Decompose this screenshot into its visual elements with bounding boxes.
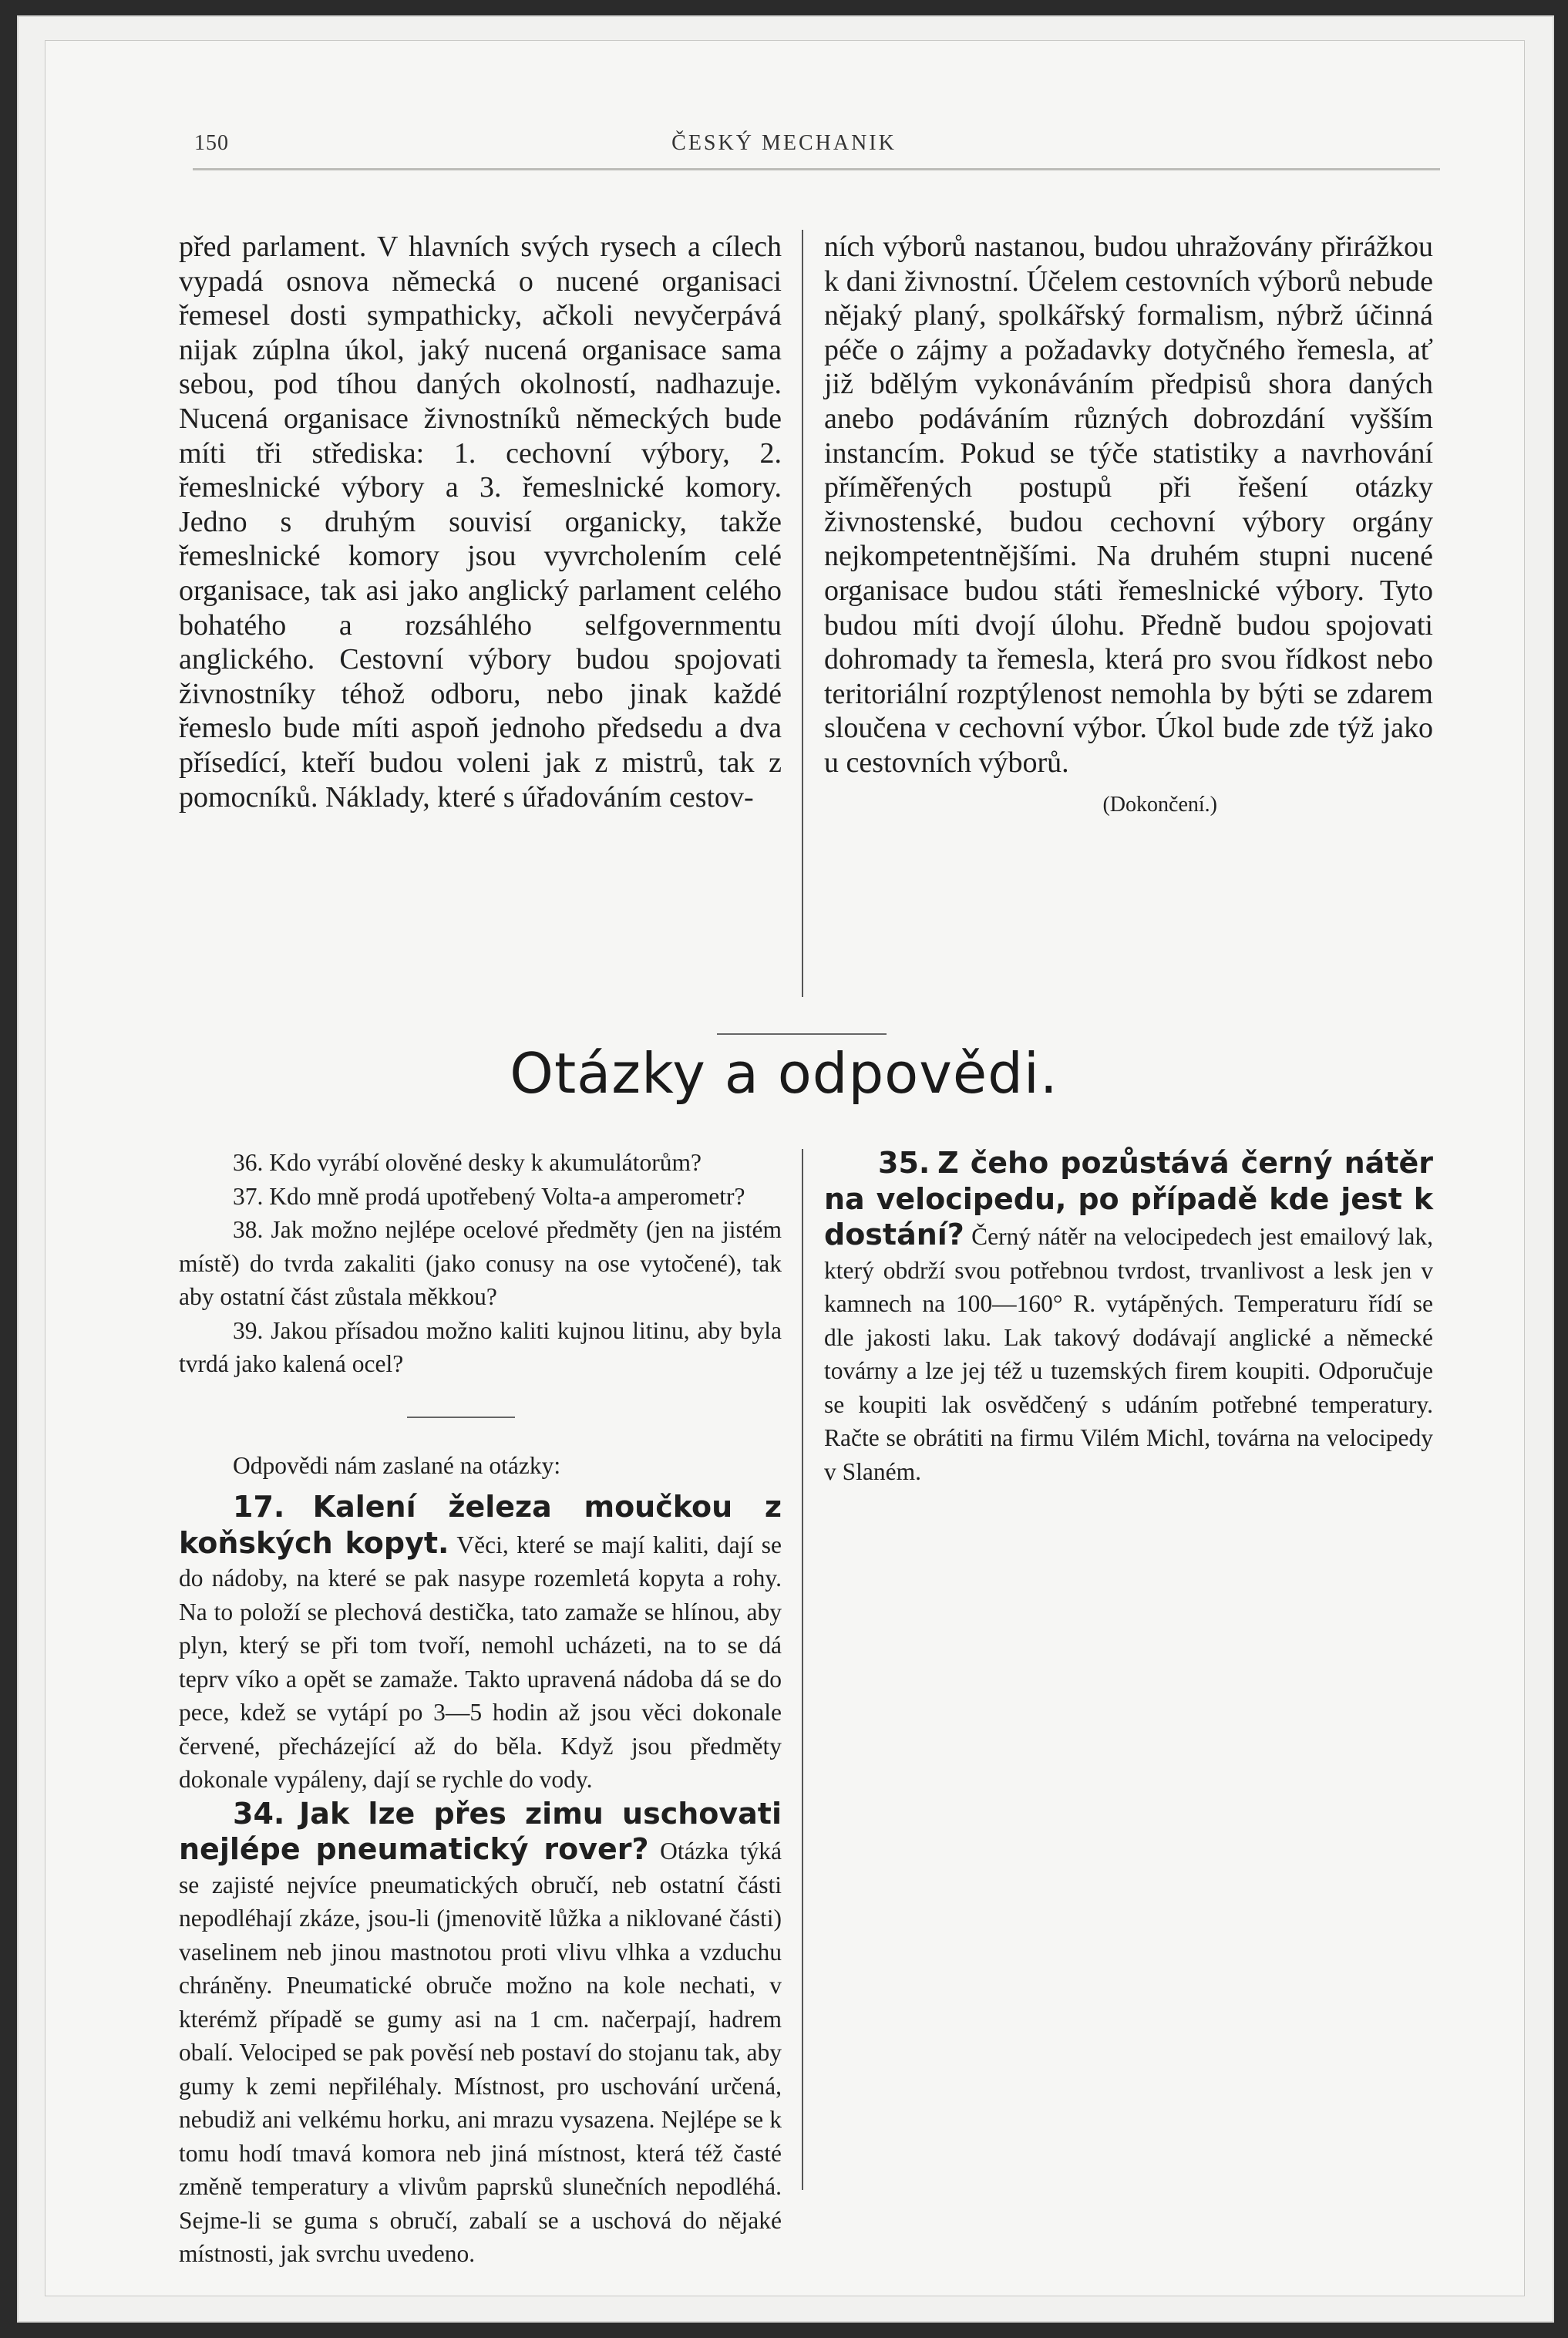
question-39: 39. Jakou přísadou možno kaliti kujnou litinu, aby byla tvrdá jako kalená ocel? — [179, 1316, 782, 1377]
column-divider-top — [802, 230, 803, 997]
article-right-column — [824, 230, 1433, 822]
section-title: Otázky a odpovědi. — [510, 1041, 1058, 1106]
article-left-column — [179, 230, 782, 814]
concluded-note: (Dokončení.) — [1102, 792, 1217, 817]
answer-17-number: 17. — [233, 1490, 285, 1524]
article-right-text: ních výborů nastanou, budou uhražovány přirážkou k dani živnostní. Účelem cestovních výborů nebude nějaký planý, spolkářský formalism, nýbrž účinná péče o zájmy a požadavky dotyčného řemesla, ať již bdělým vykonáváním předpisů shora daných anebo podáváním různých dobrozdání vyšším instancím. Pokud se týče statistiky a navrhování příměřených postupů při řešení otázky živnostenské, budou cechovní výbory orgány nejkompetentnějšími. Na druhém stupni nucené organisace budou státi řemeslnické výbory. Tyto budou míti dvojí úlohu. Předně budou spojovati dohromady ta řemesla, která pro svou řídkost nebo teritoriální rozptýlenost nemohla by býti se zdarem sloučena v cechovní výbor. Úkol bude zde týž jako u cestovních výborů. — [824, 231, 1433, 779]
answer-35 — [824, 1146, 1433, 1488]
answers-label: Odpovědi nám zaslané na otázky: — [233, 1451, 561, 1479]
answer-35-heading: Z čeho pozůstává černý nátěr na velocipedu, po případě kde jest k dostání? — [824, 1146, 1434, 1252]
answer-34 — [179, 1797, 782, 2271]
question-37: 37. Kdo mně prodá upotřebený Volta-a amperometr? — [233, 1182, 745, 1210]
column-divider-bottom — [802, 1149, 803, 2190]
question-38: 38. Jak možno nejlépe ocelové předměty (jen na jistém místě) do tvrda zakaliti (jako conusy na ose vytočené), tak aby ostatní část zůstala měkkou? — [179, 1216, 782, 1310]
section-rule — [717, 1033, 887, 1035]
answer-17-body: Věci, které se mají kaliti, dají se do nádoby, na které se pak nasype rozemletá kopyta a rohy. Na to položí se plechová destička, tato zamaže se hlínou, aby plyn, který se při tom tvoří, nemohl ucházeti, na to se dá teprv víko a opět se zamaže. Takto upravená nádoba dá se do pece, kdež se vytápí po 3—5 hodin až jsou věci dokonale červené, přecházející až do běla. Když jsou předměty dokonale vypáleny, dají se rychle do vody. — [179, 1531, 782, 1793]
answer-34-body: Otázka týká se zajisté nejvíce pneumatických obručí, neb ostatní části nepodléhají zkáze, jsou-li (jmenovitě lůžka a niklované části) vaselinem neb jinou mastnotou proti vlivu vlhka a vzduchu chráněny. Pneumatické obruče možno na kole nechati, v kterémž případě se gumy asi na 1 cm. načerpají, hadrem obalí. Velociped se pak pověsí neb postaví do stojanu tak, aby gumy k zemi nepřiléhaly. Místnost, pro uschování určená, nebudiž ani velkému horku, ani mrazu vysazena. Nejlépe se k tomu hodí tmavá komora neb jiná místnost, která též časté změně temperatury a vlivům paprsků slunečních nepodléhá. Sejme-li se guma s obručí, zabalí se a uschová do nějaké místnosti, jak svrchu uvedeno. — [179, 1838, 782, 2267]
answer-34-number: 34. — [233, 1796, 285, 1831]
answer-34-heading: Jak lze přes zimu uschovati nejlépe pneumatický rover? — [179, 1796, 782, 1866]
answer-17-heading: Kalení železa moučkou z koňských kopyt. — [179, 1490, 782, 1560]
answer-35-number: 35. — [878, 1146, 930, 1180]
article-left-text: před parlament. V hlavních svých rysech a cílech vypadá osnova německá o nucené organisaci řemesel dosti sympathicky, ačkoli nevyčerpává nijak zúplna úkol, jaký nucená organisace sama sebou, pod tíhou daných okolností, nadhazuje. Nucená organisace živnostníků německých bude míti tři střediska: 1. cechovní výbory, 2. řemeslnické výbory a 3. řemeslnické komory. Jedno s druhým souvisí organicky, takže řemeslnické komory jsou vyvrcholením celé organisace, tak asi jako anglický parlament celého bohatého a rozsáhlého selfgovernmentu anglického. Cestovní výbory budou spojovati živnostníky téhož odboru, nebo jinak každé řemeslo bude míti aspoň jednoho předsedu a dva přísedící, kteří budou voleni jak z mistrů, tak z pomocníků. Náklady, které s úřadováním cestov- — [179, 231, 782, 814]
answer-17 — [179, 1490, 782, 1797]
qa-left-column — [179, 1146, 782, 2271]
answer-35-body: Černý nátěr na velocipedech jest emailový lak, který obdrží svou potřebnou tvrdost, trvanlivost a lesk jen v kamnech na 100—160° R. vytápěných. Temperaturu řídí se dle jakosti laku. Lak takový dodávají anglické a německé továrny a lze jej též u tuzemských firem koupiti. Odporučuje se koupiti lak osvědčený s udáním potřebné temperatury. Račte se obrátiti na firmu Vilém Michl, továrna na velocipedy v Slaném. — [824, 1223, 1434, 1485]
page-number: 150 — [194, 131, 229, 155]
qa-right-column — [824, 1146, 1433, 1488]
header-rule — [193, 168, 1440, 170]
journal-title: ČESKÝ MECHANIK — [671, 131, 897, 155]
question-36: 36. Kdo vyrábí olověné desky k akumulátorům? — [233, 1149, 702, 1176]
questions-rule — [407, 1417, 515, 1418]
